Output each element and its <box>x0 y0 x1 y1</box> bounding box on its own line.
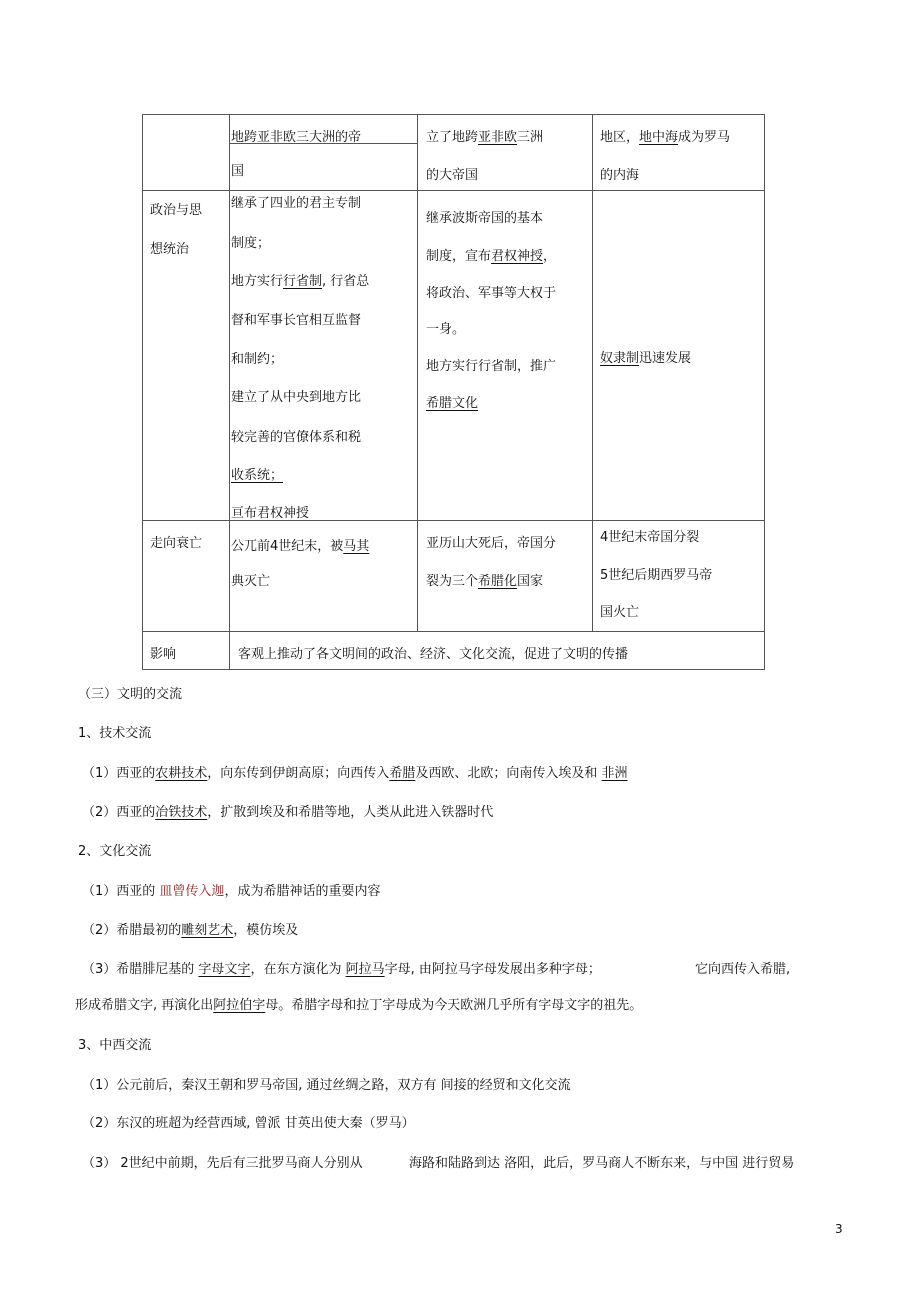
s3-title: 3、中西交流 <box>78 1038 152 1053</box>
decline-col3-l3: 国火亡 <box>600 605 640 620</box>
politics-col2-l5: 地方实行行省制，推广 <box>426 359 557 374</box>
politics-col3: 奴隶制迅速发展 <box>600 351 692 366</box>
politics-col1-l7: 较完善的官僚体系和税 <box>231 430 362 445</box>
s3-p3-b: 海路和陆路到达 洛阳，此后，罗马商人不断东来，与中国 进行贸易 <box>409 1156 795 1171</box>
s2-p1: （1）西亚的 皿曾传入迦，成为希腊神话的重要内容 <box>82 884 381 899</box>
top-col1-line2: 国 <box>231 164 245 179</box>
decline-col3-l1: 4世纪末帝国分裂 <box>600 530 700 545</box>
politics-col1-l4: 督和军事长官相互监督 <box>231 313 362 328</box>
page-number: 3 <box>835 1222 843 1236</box>
s2-p2: （2）希腊最初的雕刻艺术，模仿埃及 <box>82 923 299 938</box>
s3-p2: （2）东汉的班超为经营西域, 曾派 甘英出使大秦（罗马） <box>82 1116 415 1131</box>
top-col3-line1: 地区，地中海成为罗马 <box>600 130 731 145</box>
politics-col1-l1: 继承了四业的君主专制 <box>231 196 362 211</box>
top-col1-line1: 地跨亚非欧三大洲的帝 <box>231 130 362 145</box>
politics-col2-l6: 希腊文化 <box>426 396 479 411</box>
politics-col2-l1: 继承波斯帝国的基本 <box>426 211 544 226</box>
politics-label-line1: 政治与思 <box>150 203 203 218</box>
s3-p1: （1）公元前后，秦汉王朝和罗马帝国, 通过丝绸之路，双方有 间接的经贸和文化交流 <box>82 1078 571 1093</box>
top-col2-line2: 的大帝国 <box>426 168 479 183</box>
politics-col2-l2: 制度，宣布君权神授， <box>426 249 557 264</box>
politics-col2-l4: 一身。 <box>426 322 466 337</box>
decline-col2-l1: 亚历山大死后，帝国分 <box>426 536 557 551</box>
s1-p2: （2）西亚的冶铁技术，扩散到埃及和希腊等地，人类从此进入铁器时代 <box>82 805 494 820</box>
s1-title: 1、技术交流 <box>78 726 152 741</box>
politics-col1-l3: 地方实行行省制, 行省总 <box>231 274 370 289</box>
politics-col1-l8: 收系统； <box>231 468 284 483</box>
decline-col2-l2: 裂为三个希腊化国家 <box>426 574 544 589</box>
politics-col1-l5: 和制约； <box>231 352 284 367</box>
s2-title: 2、文化交流 <box>78 844 152 859</box>
impact-label: 影响 <box>150 647 177 662</box>
impact-text: 客观上推动了各文明间的政治、经济、文化交流，促进了文明的传播 <box>238 647 629 662</box>
decline-col1-l2: 典灭亡 <box>231 574 271 589</box>
s2-p3-tail: 它向西传入希腊, <box>695 962 791 977</box>
politics-col2-l3: 将政治、军事等大权于 <box>426 286 557 301</box>
decline-col1-l1: 公兀前4世纪末，被马其 <box>231 539 370 554</box>
politics-col1-l6: 建立了从中央到地方比 <box>231 390 362 405</box>
politics-col1-l9: 亘布君权神授 <box>231 506 310 521</box>
politics-col1-l2: 制度； <box>231 236 271 251</box>
s3-p3-a: （3） 2世纪中前期，先后有三批罗马商人分别从 <box>82 1156 363 1171</box>
s2-p3: （3）希腊腓尼基的 字母文字，在东方演化为 阿拉马字母, 由阿拉马字母发展出多种字母； <box>82 962 601 977</box>
s1-p1: （1）西亚的农耕技术，向东传到伊朗高原；向西传入希腊及西欧、北欧；向南传入埃及和 非洲 <box>82 766 628 781</box>
top-col2-line1: 立了地跨亚非欧三洲 <box>426 130 544 145</box>
decline-col3-l2: 5世纪后期西罗马帝 <box>600 568 713 583</box>
s2-p4: 形成希腊文字, 再演化出阿拉伯字母。希腊字母和拉丁字母成为今天欧洲几乎所有字母文字的祖先。 <box>75 998 643 1013</box>
politics-label-line2: 想统治 <box>150 242 190 257</box>
top-col3-line2: 的内海 <box>600 168 640 183</box>
decline-label: 走向衰亡 <box>150 536 203 551</box>
section-heading: （三）文明的交流 <box>78 687 183 702</box>
